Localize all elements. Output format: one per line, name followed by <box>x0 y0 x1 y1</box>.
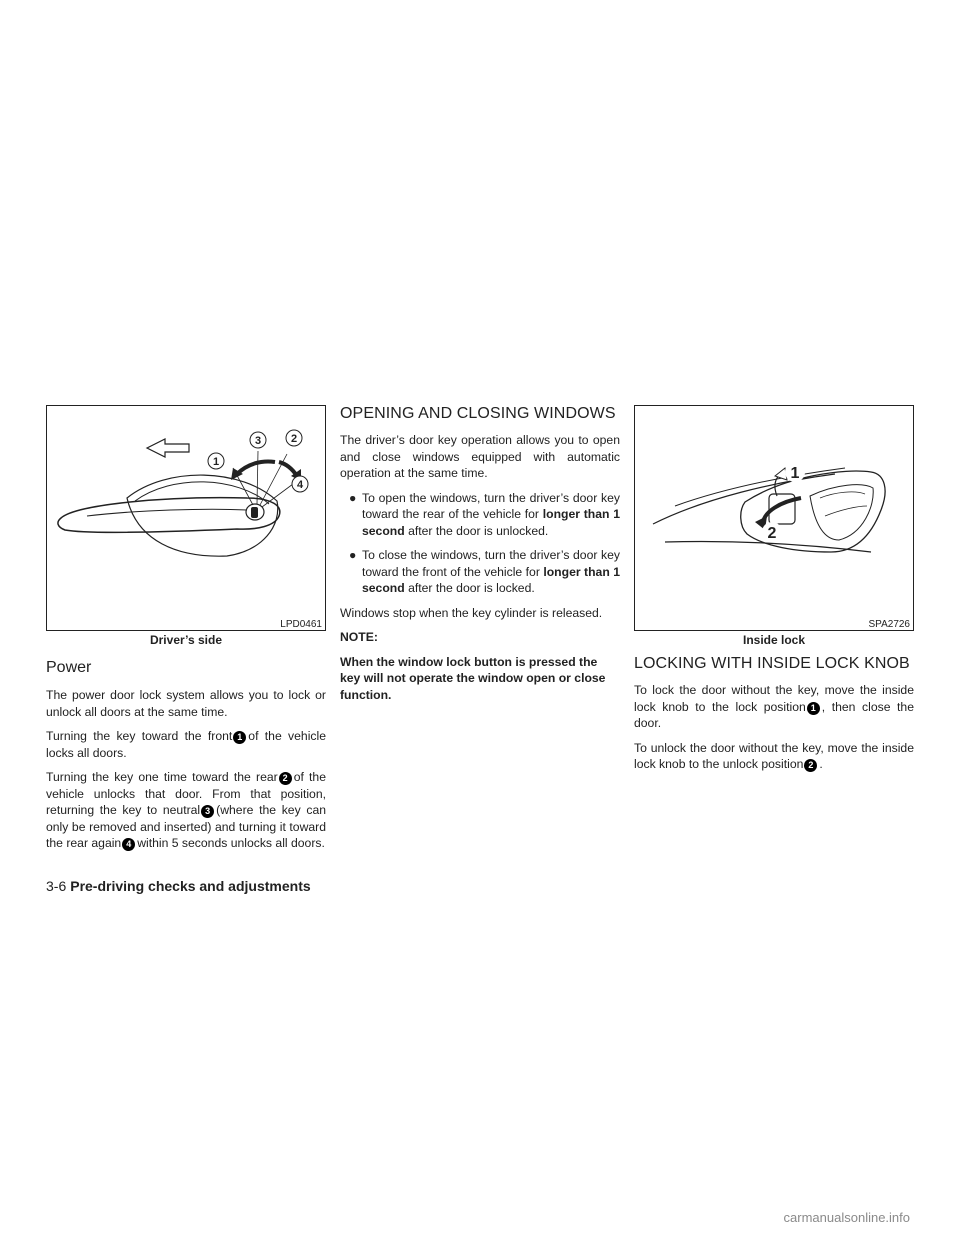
number-badge: 2 <box>804 759 817 772</box>
label-4: 4 <box>296 479 304 491</box>
label-1: 1 <box>212 456 220 468</box>
number-badge: 1 <box>807 702 820 715</box>
bullet-icon: ● <box>349 490 357 505</box>
figure-code: LPD0461 <box>277 619 325 630</box>
label-3: 3 <box>254 435 262 447</box>
bullet-icon: ● <box>349 548 357 562</box>
list-item: ● To close the windows, turn the driver’s door key toward the front of the vehicle for longer than 1 second after the door is locked. <box>349 548 620 595</box>
column-right <box>634 405 914 781</box>
list-item: ● To open the windows, turn the driver’s door key toward the rear of the vehicle for longer than 1 second after the door is unlocked. <box>349 490 620 538</box>
note-text: When the window lock button is pressed the key will not operate the window open or close function. <box>340 654 606 702</box>
figure-inside-lock <box>634 405 914 631</box>
windows-list <box>340 490 620 597</box>
power-paragraph-1: The power door lock system allows you to lock or unlock all doors at the same time. <box>46 688 326 719</box>
label-2: 2 <box>290 433 298 445</box>
figure-drivers-side <box>46 405 326 631</box>
page-number: 3-6 <box>46 878 67 894</box>
door-handle-illustration <box>47 406 325 630</box>
section-heading-windows: OPENING AND CLOSING WINDOWS <box>340 405 616 422</box>
power-paragraph-2: Turning the key toward the front 1 of the vehicle locks all doors. <box>46 729 326 760</box>
column-left <box>46 405 326 860</box>
label-1: 1 <box>790 465 800 482</box>
inside-lock-illustration <box>635 406 913 630</box>
label-2: 2 <box>767 525 777 542</box>
page-footer <box>46 878 311 894</box>
section-heading-power: Power <box>46 659 92 676</box>
watermark: carmanualsonline.info <box>783 1210 910 1225</box>
number-badge: 3 <box>201 805 214 818</box>
column-middle <box>340 405 620 711</box>
figure-code: SPA2726 <box>865 619 913 630</box>
power-paragraph-3: Turning the key one time toward the rear 2 of the vehicle unlocks that door. From that position, returning the key to neutral 3 (where the key can only be removed and inserted) and turning it toward the rear again 4 within 5 seconds unlocks all doors. <box>46 770 326 850</box>
note-label: NOTE: <box>340 630 378 644</box>
inside-paragraph-1: To lock the door without the key, move the inside lock knob to the lock position 1 , then close the door. <box>634 683 914 730</box>
section-heading-inside-lock: LOCKING WITH INSIDE LOCK KNOB <box>634 655 910 672</box>
number-badge: 2 <box>279 772 292 785</box>
number-badge: 4 <box>122 838 135 851</box>
figure-caption: Driver’s side <box>149 633 223 647</box>
figure-caption: Inside lock <box>742 633 806 647</box>
inside-paragraph-2: To unlock the door without the key, move the inside lock knob to the unlock position 2 . <box>634 740 914 771</box>
windows-stop-text: Windows stop when the key cylinder is released. <box>340 605 603 620</box>
windows-intro: The driver’s door key operation allows you to open and close windows equipped with automatic operation at the same time. <box>340 433 620 480</box>
number-badge: 1 <box>233 731 246 744</box>
chapter-title: Pre-driving checks and adjustments <box>70 878 311 894</box>
